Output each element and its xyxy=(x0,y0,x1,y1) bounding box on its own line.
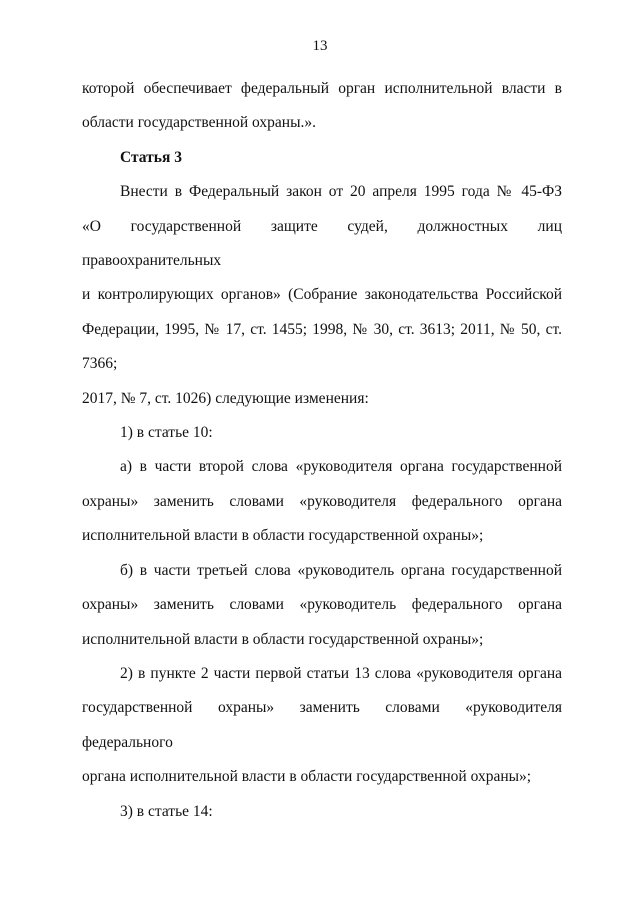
text-line: 2017, № 7, ст. 1026) следующие изменения: xyxy=(82,389,369,407)
text-line: и контролирующих органов» (Собрание законодательства Российской xyxy=(82,286,562,304)
text-line: исполнительной власти в области государственной охраны»; xyxy=(82,630,484,648)
paragraph-subitem-a xyxy=(82,450,562,553)
text-line: б) в части третьей слова «руководитель органа государственной xyxy=(120,561,562,579)
article-heading: Статья 3 xyxy=(120,148,182,166)
text-line: а) в части второй слова «руководителя органа государственной xyxy=(120,458,562,476)
text-line: исполнительной власти в области государственной охраны»; xyxy=(82,527,484,545)
text-line: государственной охраны» заменить словами «руководителя федерального xyxy=(82,699,562,751)
text-line: 3) в статье 14: xyxy=(120,802,213,820)
text-line: Федерации, 1995, № 17, ст. 1455; 1998, № 30, ст. 3613; 2011, № 50, ст. 7366; xyxy=(82,320,562,373)
text-line: 2) в пункте 2 части первой статьи 13 слова «руководителя органа xyxy=(120,664,562,682)
text-line: области государственной охраны.». xyxy=(82,114,316,132)
text-line: охраны» заменить словами «руководитель федерального органа xyxy=(82,596,562,614)
paragraph-continuation xyxy=(82,72,562,141)
text-line: Внести в Федеральный закон от 20 апреля 1995 года № 45-ФЗ xyxy=(120,183,562,201)
document-body xyxy=(82,72,562,829)
text-line: органа исполнительной власти в области государственной охраны»; xyxy=(82,768,532,786)
paragraph-article-intro xyxy=(82,175,562,416)
text-line: 1) в статье 10: xyxy=(120,424,213,442)
paragraph-subitem-b xyxy=(82,554,562,657)
paragraph-item-1 xyxy=(82,416,562,450)
page-number: 13 xyxy=(312,38,328,54)
text-line: охраны» заменить словами «руководителя федерального органа xyxy=(82,492,562,510)
paragraph-item-3 xyxy=(82,795,562,829)
text-line: которой обеспечивает федеральный орган исполнительной власти в xyxy=(82,80,562,97)
text-line: «О государственной защите судей, должностных лиц правоохранительных xyxy=(82,217,562,270)
paragraph-item-2 xyxy=(82,657,562,795)
